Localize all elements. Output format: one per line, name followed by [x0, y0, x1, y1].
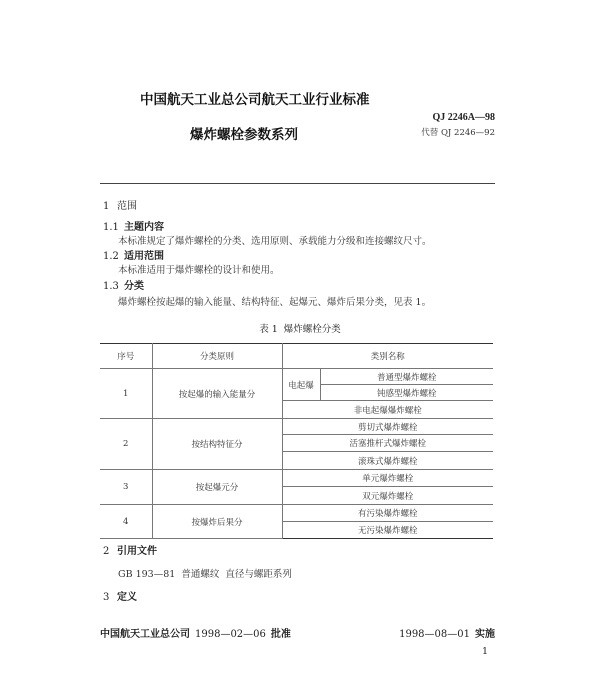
category-item: 普通型爆炸螺栓: [320, 369, 493, 385]
group-no: 2: [100, 419, 152, 470]
replaces-note: 代替 QJ 2246—92: [421, 128, 495, 138]
table-row: [100, 470, 493, 487]
section-2-heading: [103, 546, 157, 558]
section-title: 分类: [124, 281, 144, 292]
approve-label: 批准: [270, 629, 291, 640]
section-1-1-heading: [103, 222, 164, 234]
page-number: 1: [482, 646, 489, 657]
approve-date: 1998—02—06: [195, 629, 266, 640]
table-header-row: [100, 344, 493, 369]
group-principle: 按起爆元分: [152, 470, 282, 505]
section-number: 3: [103, 592, 110, 603]
category-item: 钝感型爆炸螺栓: [320, 385, 493, 401]
header-category: 类别名称: [282, 344, 493, 369]
referenced-document: GB 193—81 普通螺纹 直径与螺距系列: [118, 569, 292, 580]
table-row: [100, 369, 493, 385]
issuer: 中国航天工业总公司: [100, 629, 190, 640]
category-item: 无污染爆炸螺栓: [282, 522, 493, 539]
category-item: 滚珠式爆炸螺栓: [282, 452, 493, 470]
section-1-1-body: 本标准规定了爆炸螺栓的分类、选用原则、承载能力分级和连接螺纹尺寸。: [118, 236, 432, 247]
approval-line: [100, 629, 291, 641]
effective-label: 实施: [475, 629, 495, 640]
section-title: 适用范围: [124, 251, 164, 262]
category-item: 活塞推杆式爆炸螺栓: [282, 435, 493, 452]
category-item: 双元爆炸螺栓: [282, 487, 493, 505]
table-caption: 表 1 爆炸螺栓分类: [259, 324, 341, 335]
category-item: 非电起爆爆炸螺栓: [282, 401, 493, 419]
document-title: 爆炸螺栓参数系列: [190, 127, 298, 143]
group-no: 4: [100, 505, 152, 539]
group-no: 3: [100, 470, 152, 505]
section-number: 2: [103, 546, 110, 557]
header-no: 序号: [100, 344, 152, 369]
group-principle: 按爆炸后果分: [152, 505, 282, 539]
category-item: 剪切式爆炸螺栓: [282, 419, 493, 435]
section-number: 1.3: [103, 281, 119, 292]
table-row: [100, 419, 493, 435]
sub-category-label: 电起爆: [282, 369, 320, 401]
category-item: 有污染爆炸螺栓: [282, 505, 493, 522]
section-1-2-body: 本标准适用于爆炸螺栓的设计和使用。: [118, 265, 280, 276]
group-no: 1: [100, 369, 152, 419]
standard-code: QJ 2246A—98: [432, 112, 495, 123]
section-1-2-heading: [103, 251, 164, 263]
effective-date: 1998—08—01: [399, 629, 470, 640]
section-title: 主题内容: [124, 222, 164, 233]
section-number: 1.1: [103, 222, 119, 233]
section-1-heading: [103, 201, 137, 213]
effective-line: [399, 629, 495, 641]
section-number: 1: [103, 201, 110, 212]
classification-table: [100, 343, 493, 539]
header-divider: [100, 183, 495, 184]
section-1-3-heading: [103, 281, 144, 293]
table-row: [100, 505, 493, 522]
group-principle: 按起爆的输入能量分: [152, 369, 282, 419]
section-title: 范围: [117, 201, 137, 212]
section-1-3-body: 爆炸螺栓按起爆的输入能量、结构特征、起爆元、爆炸后果分类，见表 1。: [118, 297, 432, 308]
section-title: 引用文件: [117, 546, 157, 557]
header-principle: 分类原则: [152, 344, 282, 369]
section-title: 定义: [117, 592, 137, 603]
group-principle: 按结构特征分: [152, 419, 282, 470]
category-item: 单元爆炸螺栓: [282, 470, 493, 487]
section-3-heading: [103, 592, 137, 604]
section-number: 1.2: [103, 251, 119, 262]
standard-category-heading: 中国航天工业总公司航天工业行业标准: [140, 92, 370, 108]
